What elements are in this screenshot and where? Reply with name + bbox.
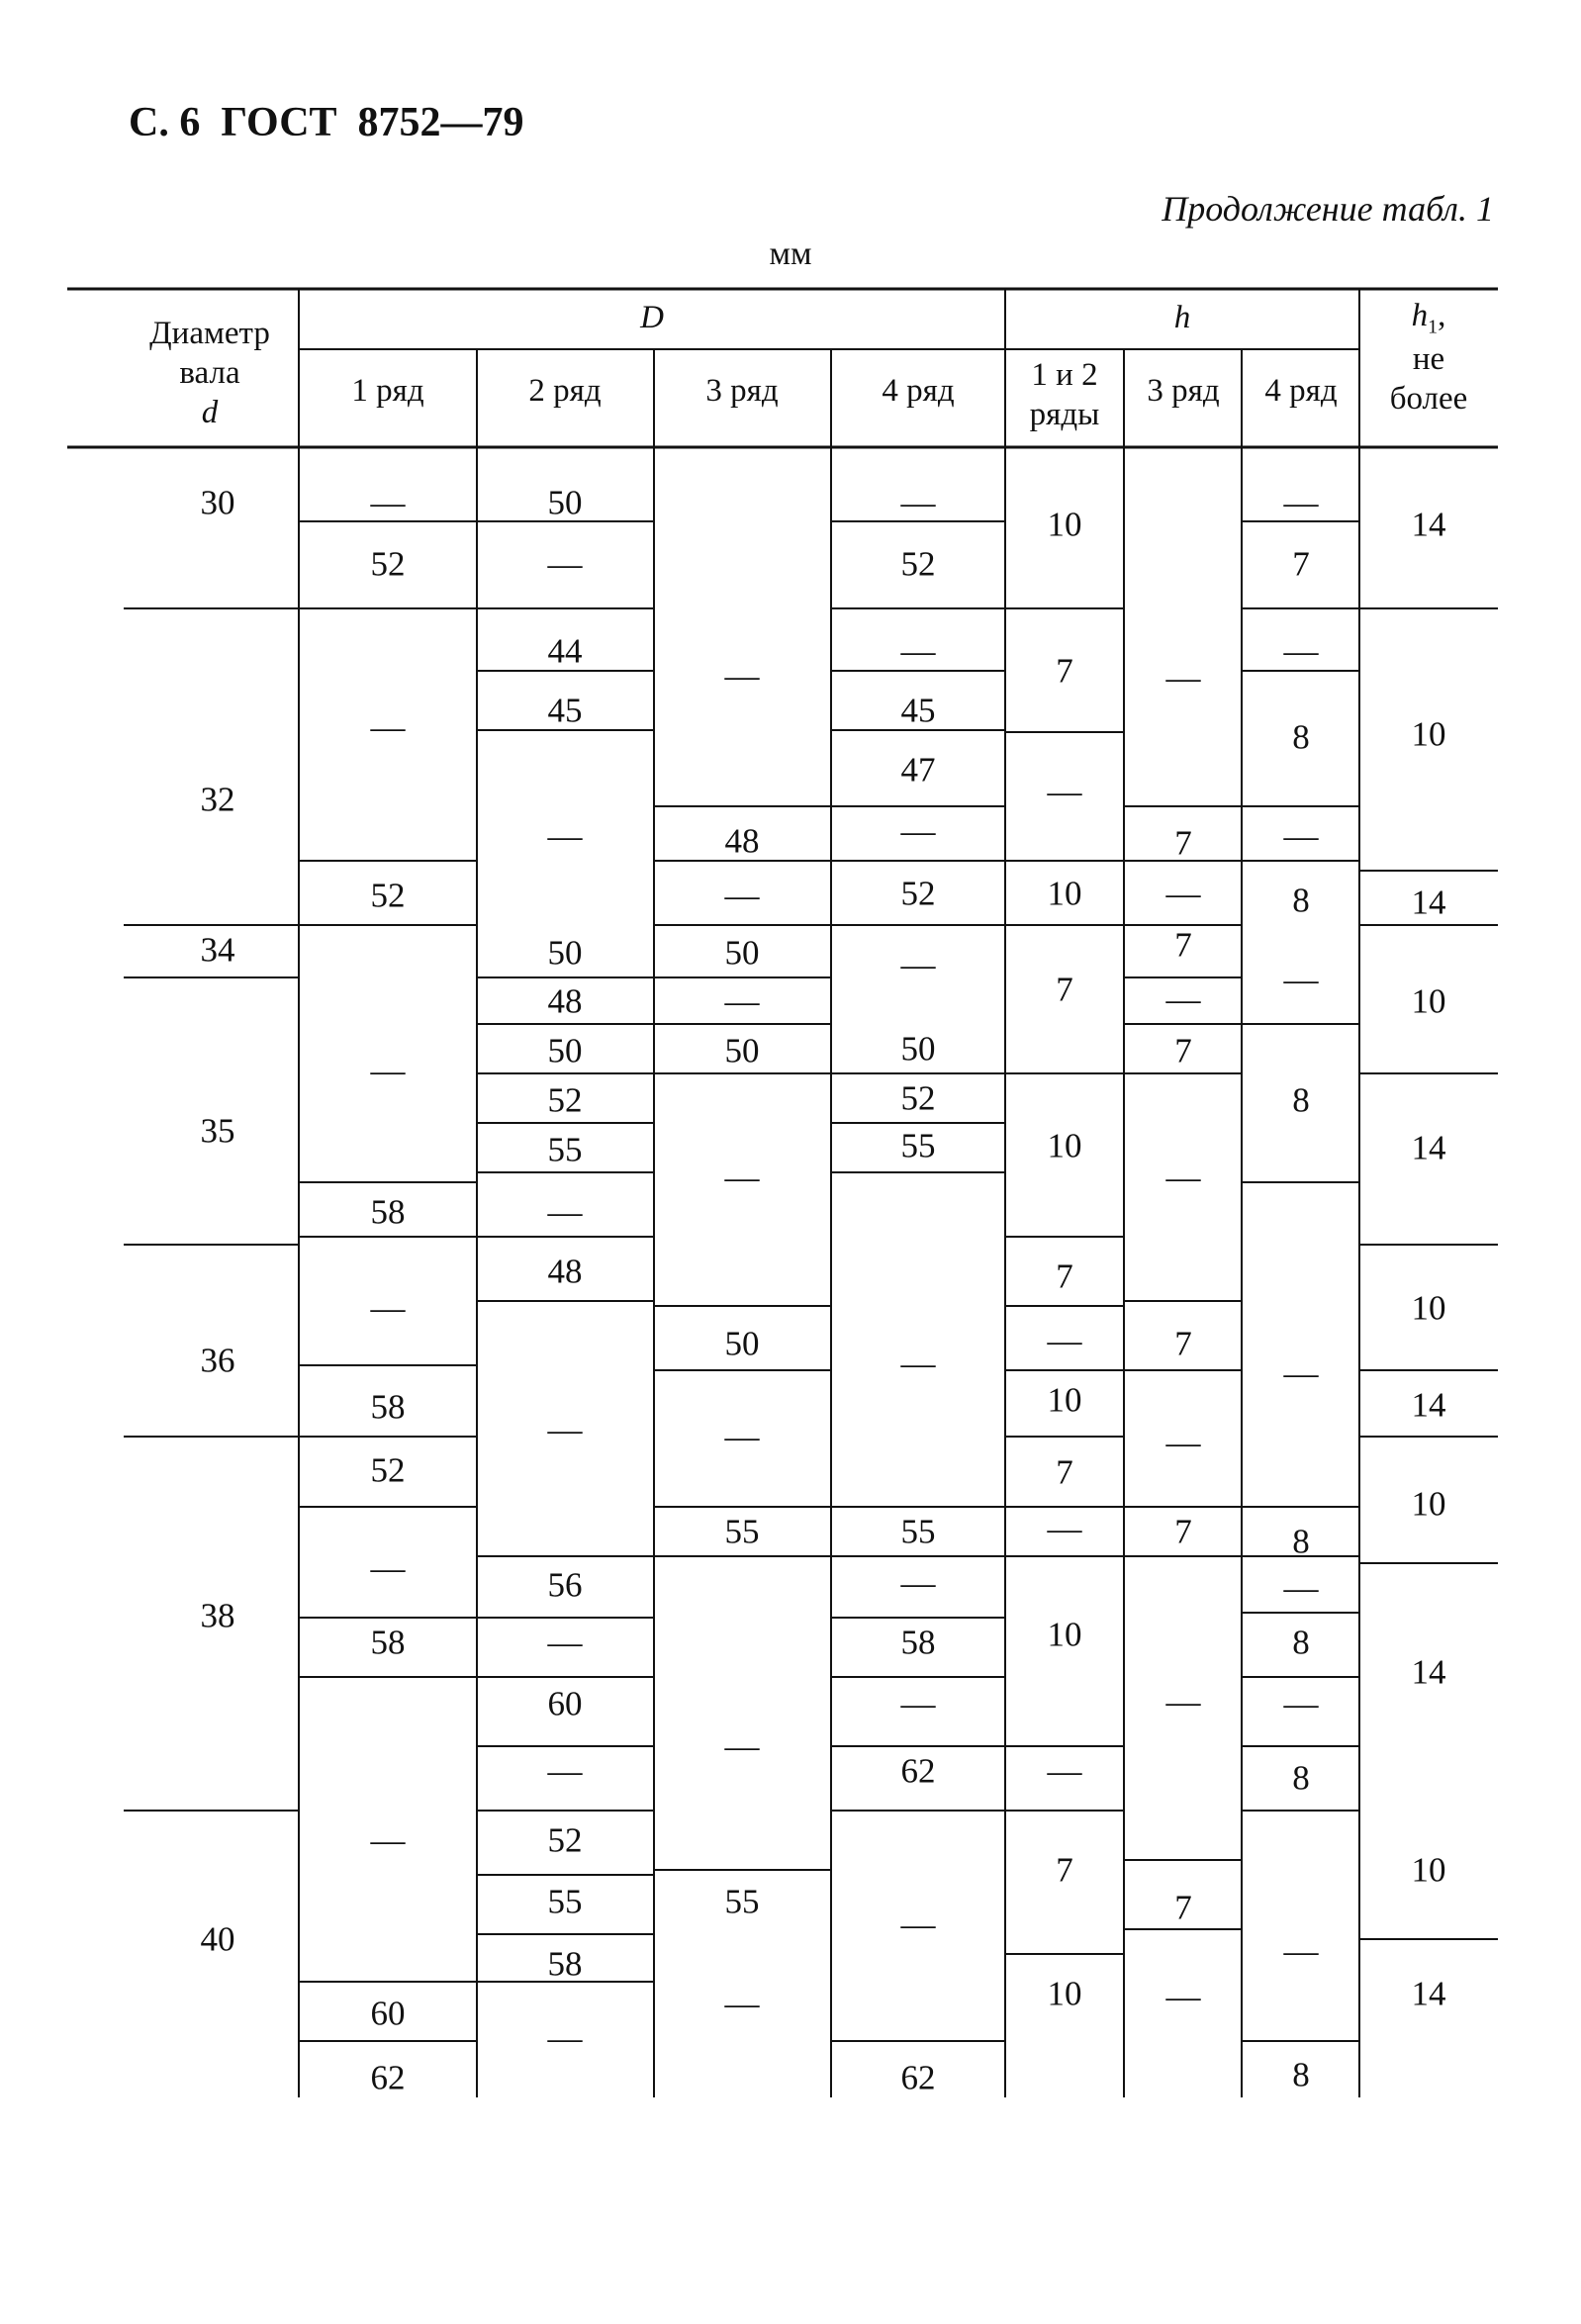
table-cell-D2: 50 xyxy=(547,933,583,973)
header-h-symbol: h xyxy=(1173,300,1191,336)
table-cell-D2: 55 xyxy=(547,1882,583,1921)
table-cell-D2: — xyxy=(547,1751,583,1791)
table-continuation-caption: Продолжение табл. 1 xyxy=(1162,189,1494,229)
table-cell-h1: 10 xyxy=(1411,1484,1446,1524)
table-cell-D2: 44 xyxy=(547,631,583,671)
table-cell-D2: 58 xyxy=(547,1944,583,1984)
table-cell-D4: — xyxy=(900,811,936,851)
table-cell-D4: — xyxy=(900,945,936,984)
table-cell-h12: 7 xyxy=(1056,651,1073,691)
table-cell-h12: 10 xyxy=(1047,1974,1082,2013)
table-cell-D1: — xyxy=(370,1051,406,1090)
table-cell-h3: — xyxy=(1165,1158,1201,1197)
table-cell-D1: 58 xyxy=(370,1192,406,1232)
header-h-row4: 4 ряд xyxy=(1264,373,1338,410)
table-cell-h4: 8 xyxy=(1292,1522,1310,1561)
table-cell-D4: 45 xyxy=(900,691,936,730)
table-cell-D3: 55 xyxy=(724,1882,760,1921)
table-cell-d: 30 xyxy=(200,483,235,522)
table-cell-h12: 7 xyxy=(1056,1452,1073,1492)
header-d-label: Диаметр xyxy=(149,316,270,352)
table-cell-D3: — xyxy=(724,1984,760,2023)
page-header: С. 6 ГОСТ 8752—79 xyxy=(129,100,524,145)
table-cell-D2: 52 xyxy=(547,1820,583,1860)
header-D-symbol: D xyxy=(640,300,664,336)
table-cell-h1: 14 xyxy=(1411,1128,1446,1167)
unit-label: мм xyxy=(769,235,812,272)
table-cell-D2: — xyxy=(547,1192,583,1232)
table-cell-h12: 7 xyxy=(1056,1256,1073,1296)
table-cell-h3: 7 xyxy=(1174,1512,1192,1551)
table-cell-D1: 58 xyxy=(370,1387,406,1427)
header-h1-label: не xyxy=(1412,341,1445,378)
table-cell-D4: — xyxy=(900,1684,936,1723)
table-cell-h3: 7 xyxy=(1174,1031,1192,1070)
table-cell-h4: 8 xyxy=(1292,881,1310,920)
table-cell-h1: 10 xyxy=(1411,1850,1446,1890)
table-cell-D3: 50 xyxy=(724,933,760,973)
header-h1-symbol xyxy=(1412,299,1446,338)
table-cell-D1: — xyxy=(370,1548,406,1588)
table-cell-h3: 7 xyxy=(1174,1324,1192,1363)
table-cell-D3: — xyxy=(724,1158,760,1197)
table-cell-D2: 50 xyxy=(547,483,583,522)
table-cell-D4: 55 xyxy=(900,1512,936,1551)
table-cell-h12: — xyxy=(1047,1751,1082,1791)
table-cell-h4: — xyxy=(1283,816,1319,856)
table-cell-d: 32 xyxy=(200,780,235,819)
table-cell-h12: 10 xyxy=(1047,874,1082,913)
table-cell-h12: 10 xyxy=(1047,1615,1082,1654)
table-cell-D3: — xyxy=(724,981,760,1021)
table-cell-D4: — xyxy=(900,1344,936,1383)
table-cell-D1: — xyxy=(370,1820,406,1860)
table-cell-h4: — xyxy=(1283,631,1319,671)
table-cell-D2: 48 xyxy=(547,981,583,1021)
table-cell-h4: 8 xyxy=(1292,717,1310,757)
table-cell-h4: 8 xyxy=(1292,1758,1310,1798)
header-h1-subscript: 1 xyxy=(1428,316,1439,338)
table-cell-D4: 47 xyxy=(900,750,936,790)
table-cell-h3: — xyxy=(1165,874,1201,913)
table-cell-D3: 50 xyxy=(724,1324,760,1363)
table-cell-h3: — xyxy=(1165,979,1201,1019)
table-cell-d: 38 xyxy=(200,1596,235,1635)
table-cell-h12: — xyxy=(1047,1321,1082,1360)
table-cell-D2: — xyxy=(547,1623,583,1662)
table-cell-D1: — xyxy=(370,1288,406,1328)
header-d-symbol: d xyxy=(201,395,219,431)
table-cell-h4: 7 xyxy=(1292,544,1310,584)
table-cell-D4: 52 xyxy=(900,544,936,584)
table-cell-h4: — xyxy=(1283,483,1319,522)
table-cell-D4: 62 xyxy=(900,2058,936,2097)
table-cell-D4: 52 xyxy=(900,1078,936,1118)
header-D-row2: 2 ряд xyxy=(528,373,602,410)
table-cell-D2: 60 xyxy=(547,1684,583,1723)
table-cell-h1: 14 xyxy=(1411,1974,1446,2013)
table-cell-D4: — xyxy=(900,483,936,522)
table-cell-h3: — xyxy=(1165,1977,1201,2016)
table-cell-D2: 52 xyxy=(547,1080,583,1120)
header-h1-label: более xyxy=(1389,381,1468,418)
table-cell-D1: 52 xyxy=(370,876,406,915)
table-cell-D3: 48 xyxy=(724,821,760,861)
table-cell-D1: 62 xyxy=(370,2058,406,2097)
table-cell-D2: — xyxy=(547,544,583,584)
table-cell-D2: — xyxy=(547,2018,583,2058)
table-cell-D2: 45 xyxy=(547,691,583,730)
table-cell-h12: 10 xyxy=(1047,1126,1082,1165)
table-cell-h12: 10 xyxy=(1047,1380,1082,1420)
table-cell-h1: 14 xyxy=(1411,1385,1446,1425)
table-cell-h4: — xyxy=(1283,1353,1319,1393)
table-cell-D1: 58 xyxy=(370,1623,406,1662)
table-cell-d: 36 xyxy=(200,1341,235,1380)
table-cell-d: 40 xyxy=(200,1919,235,1959)
table-cell-D4: 52 xyxy=(900,874,936,913)
table-cell-D3: — xyxy=(724,656,760,696)
table-cell-D1: 52 xyxy=(370,544,406,584)
table-cell-h1: 14 xyxy=(1411,1652,1446,1692)
table-cell-D3: — xyxy=(724,1417,760,1456)
table-cell-h3: 7 xyxy=(1174,925,1192,965)
table-cell-h12: 10 xyxy=(1047,505,1082,544)
table-cell-D3: 50 xyxy=(724,1031,760,1070)
header-D-row1: 1 ряд xyxy=(351,373,424,410)
table-cell-D4: 58 xyxy=(900,1623,936,1662)
table-cell-h3: 7 xyxy=(1174,823,1192,863)
table-cell-D3: — xyxy=(724,876,760,915)
table-cell-D4: 50 xyxy=(900,1029,936,1069)
table-cell-h12: — xyxy=(1047,772,1082,811)
table-cell-D1: 52 xyxy=(370,1450,406,1490)
header-h1-letter: h xyxy=(1411,297,1429,333)
table-cell-D1: 60 xyxy=(370,1994,406,2033)
table-cell-h1: 10 xyxy=(1411,1288,1446,1328)
header-h1-comma: , xyxy=(1438,297,1446,333)
table-cell-D1: — xyxy=(370,483,406,522)
table-cell-D2: — xyxy=(547,816,583,856)
table-cell-h1: 14 xyxy=(1411,883,1446,922)
table-cell-d: 34 xyxy=(200,930,235,970)
table-cell-D4: 62 xyxy=(900,1751,936,1791)
table-cell-D1: — xyxy=(370,707,406,747)
header-d-label: вала xyxy=(179,355,240,392)
table-cell-h4: — xyxy=(1283,960,1319,999)
table-cell-D2: 50 xyxy=(547,1031,583,1070)
table-cell-D4: — xyxy=(900,1563,936,1603)
table-cell-h3: 7 xyxy=(1174,1888,1192,1927)
table-cell-D3: — xyxy=(724,1726,760,1766)
table-cell-d: 35 xyxy=(200,1111,235,1151)
table-cell-h1: 10 xyxy=(1411,981,1446,1021)
table-cell-h4: 8 xyxy=(1292,1080,1310,1120)
table-cell-D2: — xyxy=(547,1410,583,1449)
table-cell-h1: 10 xyxy=(1411,714,1446,754)
header-h-row3: 3 ряд xyxy=(1147,373,1220,410)
table-cell-h4: — xyxy=(1283,1568,1319,1608)
table-cell-D3: 55 xyxy=(724,1512,760,1551)
table-cell-h4: 8 xyxy=(1292,2055,1310,2094)
table-cell-D4: — xyxy=(900,1905,936,1944)
table-cell-D2: 55 xyxy=(547,1130,583,1169)
table-cell-h12: 7 xyxy=(1056,970,1073,1009)
header-D-row4: 4 ряд xyxy=(882,373,955,410)
table-cell-h3: — xyxy=(1165,1423,1201,1462)
table-cell-h3: — xyxy=(1165,658,1201,697)
table-cell-D2: 56 xyxy=(547,1565,583,1605)
table-cell-h12: — xyxy=(1047,1509,1082,1548)
header-h-rows12: 1 и 2 xyxy=(1031,357,1098,394)
table-cell-h4: — xyxy=(1283,1931,1319,1971)
header-h-rows12: ряды xyxy=(1029,397,1100,433)
table-cell-D4: — xyxy=(900,631,936,671)
table-cell-h1: 14 xyxy=(1411,505,1446,544)
table-cell-h12: 7 xyxy=(1056,1850,1073,1890)
table-cell-D2: 48 xyxy=(547,1252,583,1291)
table-cell-h3: — xyxy=(1165,1682,1201,1721)
table-cell-h4: — xyxy=(1283,1684,1319,1723)
table-cell-h4: 8 xyxy=(1292,1623,1310,1662)
table-cell-D4: 55 xyxy=(900,1126,936,1165)
header-D-row3: 3 ряд xyxy=(705,373,779,410)
